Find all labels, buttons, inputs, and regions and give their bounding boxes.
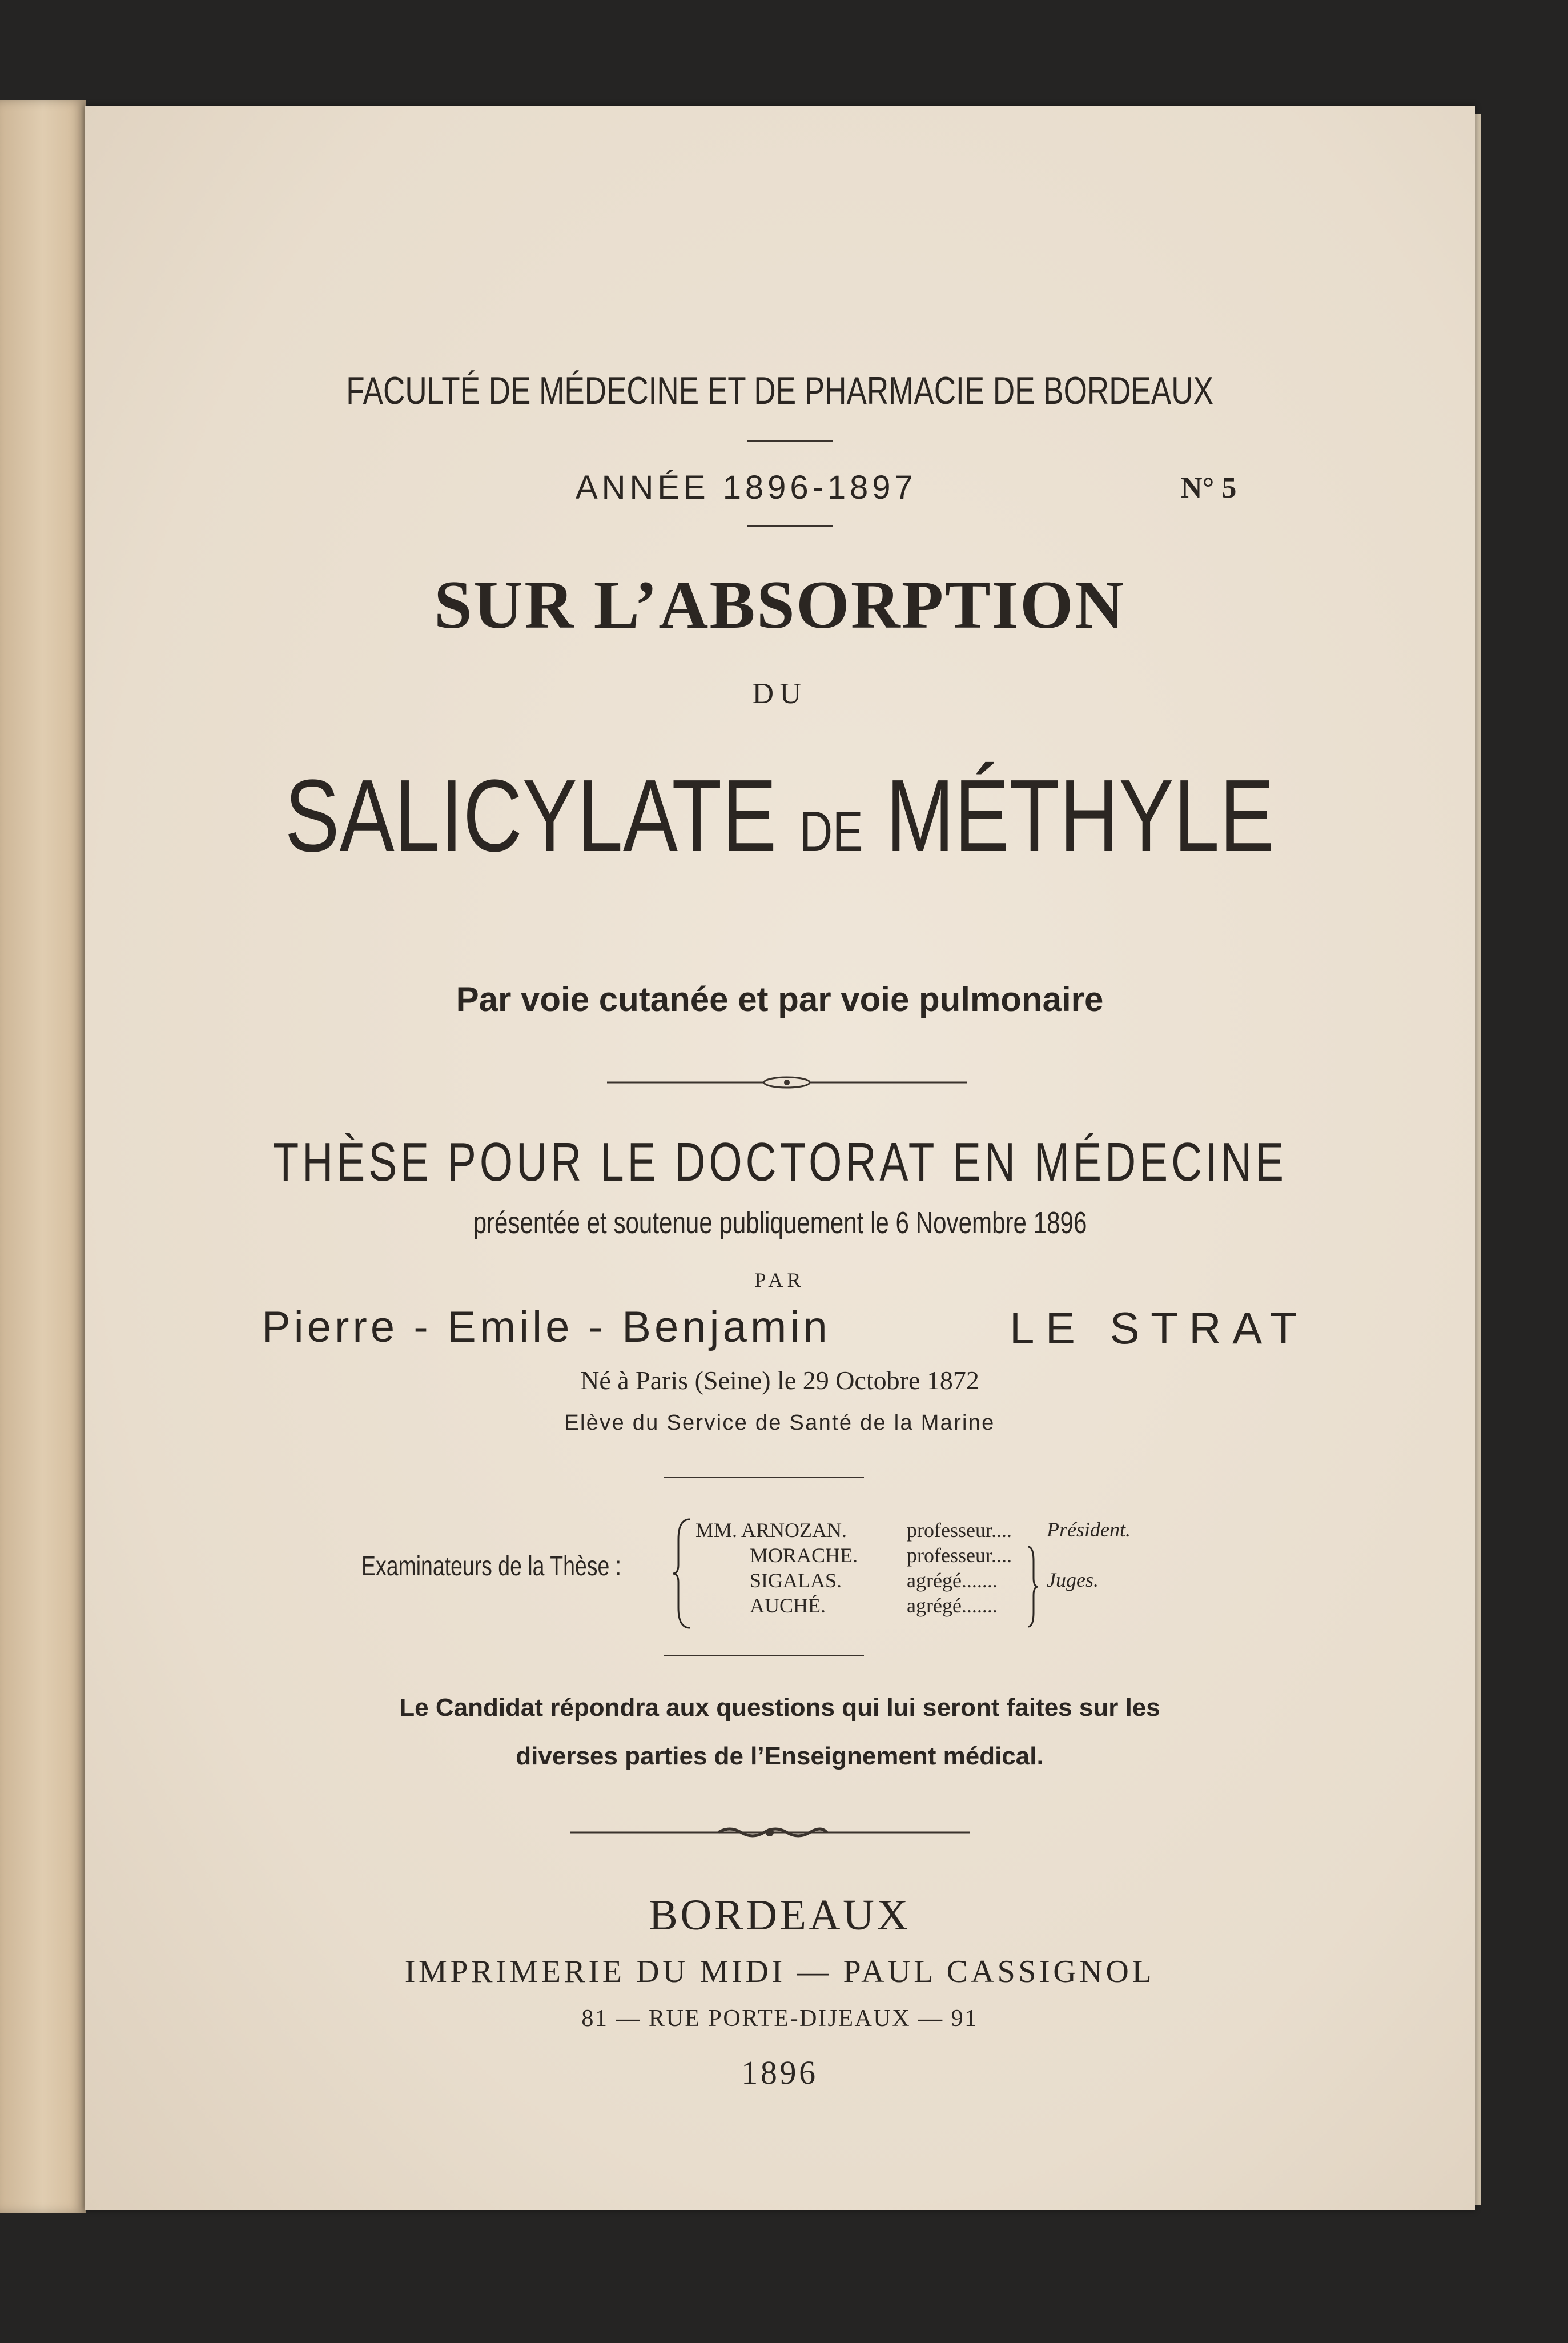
facing-page-edge	[0, 100, 86, 2213]
issue-number: N° 5	[1181, 472, 1237, 504]
title-word-de: DE	[799, 800, 863, 864]
examiner-name: SIGALAS.	[750, 1569, 842, 1592]
imprint-city: BORDEAUX	[649, 1891, 911, 1939]
imprint-address: 81 — RUE PORTE-DIJEAUX — 91	[581, 2005, 978, 2032]
role-president: Président.	[1047, 1518, 1131, 1541]
examiner-title: agrégé.......	[907, 1594, 998, 1617]
imprint-printer: IMPRIMERIE DU MIDI — PAUL CASSIGNOL	[404, 1954, 1155, 1989]
ornament-rule	[570, 1821, 970, 1844]
par-label: PAR	[754, 1269, 805, 1291]
title-line-2: DU	[752, 677, 807, 710]
right-brace	[1027, 1544, 1038, 1630]
divider	[747, 525, 833, 527]
ornament-rule	[607, 1071, 967, 1094]
author-given-names: Pierre - Emile - Benjamin	[262, 1303, 831, 1351]
author-status: Elève du Service de Santé de la Marine	[564, 1411, 995, 1435]
examiners-names	[695, 1518, 858, 1618]
examiner-title: professeur....	[907, 1544, 1012, 1567]
divider	[664, 1477, 864, 1478]
presentation-date: présentée et soutenue publiquement le 6 Novembre 1896	[473, 1206, 1087, 1240]
subtitle: Par voie cutanée et par voie pulmonaire	[456, 980, 1104, 1018]
examiner-name: MM. ARNOZAN.	[695, 1519, 847, 1542]
title-line-1: SUR L’ABSORPTION	[434, 567, 1125, 643]
title-page	[85, 106, 1475, 2210]
faculty-line: FACULTÉ DE MÉDECINE ET DE PHARMACIE DE BORDEAUX	[346, 369, 1213, 412]
left-brace	[673, 1516, 695, 1631]
author-surname: LE STRAT	[1010, 1303, 1308, 1353]
title-line-3	[85, 757, 1475, 875]
author-birth: Né à Paris (Seine) le 29 Octobre 1872	[580, 1366, 979, 1395]
divider	[664, 1655, 864, 1656]
examiner-title: agrégé.......	[907, 1569, 998, 1592]
examiner-name: MORACHE.	[750, 1544, 858, 1567]
role-judges: Juges.	[1047, 1568, 1099, 1591]
examiners-titles	[907, 1518, 1012, 1618]
notice-line-2: diverses parties de l’Enseignement médical.	[516, 1742, 1044, 1770]
title-word-salicylate: SALICYLATE	[284, 759, 777, 873]
examiner-title: professeur....	[907, 1519, 1012, 1542]
academic-year: ANNÉE 1896-1897	[576, 469, 917, 506]
notice-line-1: Le Candidat répondra aux questions qui lui seront faites sur les	[399, 1694, 1160, 1722]
divider	[747, 440, 833, 442]
title-word-methyle: MÉTHYLE	[886, 759, 1274, 873]
examiner-name: AUCHÉ.	[750, 1594, 826, 1617]
thesis-heading: THÈSE POUR LE DOCTORAT EN MÉDECINE	[272, 1132, 1287, 1193]
examiners-label: Examinateurs de la Thèse :	[361, 1551, 622, 1582]
imprint-year: 1896	[741, 2054, 818, 2091]
